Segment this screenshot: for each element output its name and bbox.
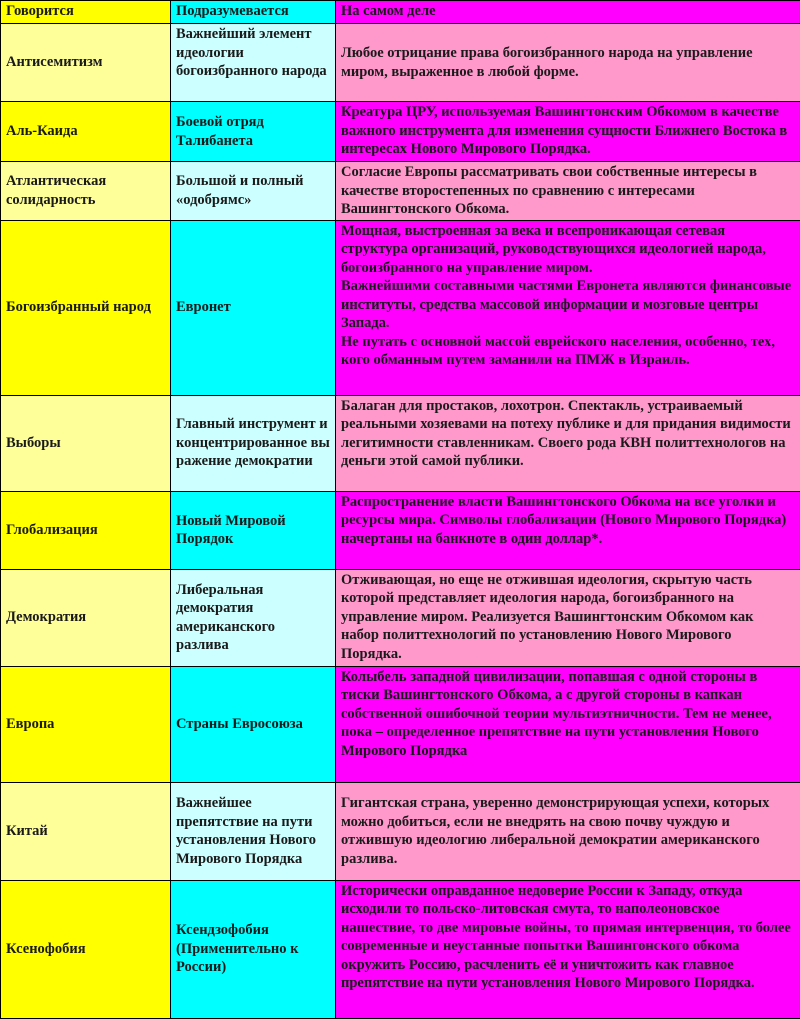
table-row [1,220,800,395]
term-cell: Антисемитизм [1,24,171,102]
table-row [1,782,800,880]
meaning-cell: Важнейший элемент идеологии богоизбранного народа [171,24,336,102]
reality-cell: Балаган для простаков, лохотрон. Спектакль, устраиваемый реальными хозяевами на потеху публике и для придания видимости легитимности ставленникам. Своего рода КВН политтехнологов на деньги этой самой публики. [336,395,800,491]
reality-cell: Гигантская страна, уверенно демонстрирующая успехи, которых можно добиться, если не внедрять на свою почву чуждую и отжившую идеологию либеральной демократии американского разлива. [336,782,800,880]
term-cell: Китай [1,782,171,880]
header-said: Говорится [1,1,171,24]
meaning-cell: Новый Мировой Порядок [171,491,336,569]
header-actually: На самом деле [336,1,800,24]
reality-cell: Согласие Европы рассматривать свои собственные интересы в качестве второстепенных по сравнению с интересами Вашингтонского Обкома. [336,162,800,221]
term-cell: Демократия [1,569,171,666]
term-cell: Богоизбранный народ [1,220,171,395]
meaning-cell: Большой и полный «одобрямс» [171,162,336,221]
meaning-cell: Боевой отряд Талибанета [171,102,336,162]
reality-cell: Колыбель западной цивилизации, попавшая с одной стороны в тиски Вашингтонского Обкома, а с другой стороны в капкан собственной ошибочной теории мультиэтничности. Тем не менее, пока – определенное препятствие на пути установления Нового Мирового Порядка [336,666,800,782]
reality-cell: Любое отрицание права богоизбранного народа на управление миром, выраженное в любой форме. [336,24,800,102]
meaning-cell: Главный инструмент и концентрированное выражение демократии [171,395,336,491]
reality-paragraph: Не путать с основной массой еврейского населения, особенно, тех, кого обманным путем заманили на ПМЖ в Израиль. [341,333,795,370]
meaning-cell: Евронет [171,220,336,395]
table-row [1,491,800,569]
table-row [1,24,800,102]
reality-cell: Исторически оправданное недоверие России к Западу, откуда исходили то польско-литовская смута, то наполеоновское нашествие, то две мировые войны, то прямая интервенция, то более современные и неустанные попытки Вашингонского обкома окружить Россию, расчленить её и уничтожить как главное препятствие на пути установления Нового Мирового Порядка. [336,880,800,1018]
table-row [1,569,800,666]
reality-cell: Распространение власти Вашингтонского Обкома на все уголки и ресурсы мира. Символы глобализации (Нового Мирового Порядка) начертаны на банкноте в один доллар*. [336,491,800,569]
header-implied: Подразумевается [171,1,336,24]
table-row [1,666,800,782]
term-cell: Европа [1,666,171,782]
reality-paragraph: Важнейшими составными частями Евронета являются финансовые институты, средства массовой информации и мозговые центры Запада. [341,277,795,333]
table-row [1,395,800,491]
meaning-cell: Либеральная демократия американского разлива [171,569,336,666]
reality-cell [336,220,800,395]
term-cell: Ксенофобия [1,880,171,1018]
header-row [1,1,800,24]
term-cell: Глобализация [1,491,171,569]
reality-paragraph: Мощная, выстроенная за века и всепроникающая сетевая структура организаций, руководствующихся идеологией народа, богоизбранного на управление миром. [341,222,795,278]
term-cell: Выборы [1,395,171,491]
term-cell: Аль-Каида [1,102,171,162]
table-row [1,162,800,221]
reality-cell: Отживающая, но еще не отжившая идеология, скрытую часть которой представляет идеология народа, богоизбранного на управление миром. Реализуется Вашингтонским Обкомом как набор политтехнологий по установлению Нового Мирового Порядка. [336,569,800,666]
meaning-cell: Страны Евросоюза [171,666,336,782]
meaning-cell: Ксендзофобия (Применительно к России) [171,880,336,1018]
table-row [1,102,800,162]
meaning-cell: Важнейшее препятствие на пути установления Нового Мирового Порядка [171,782,336,880]
table-row [1,880,800,1018]
term-cell: Атлантическая солидарность [1,162,171,221]
reality-cell: Креатура ЦРУ, используемая Вашингтонским Обкомом в качестве важного инструмента для изменения сущности Ближнего Востока в интересах Нового Мирового Порядка. [336,102,800,162]
